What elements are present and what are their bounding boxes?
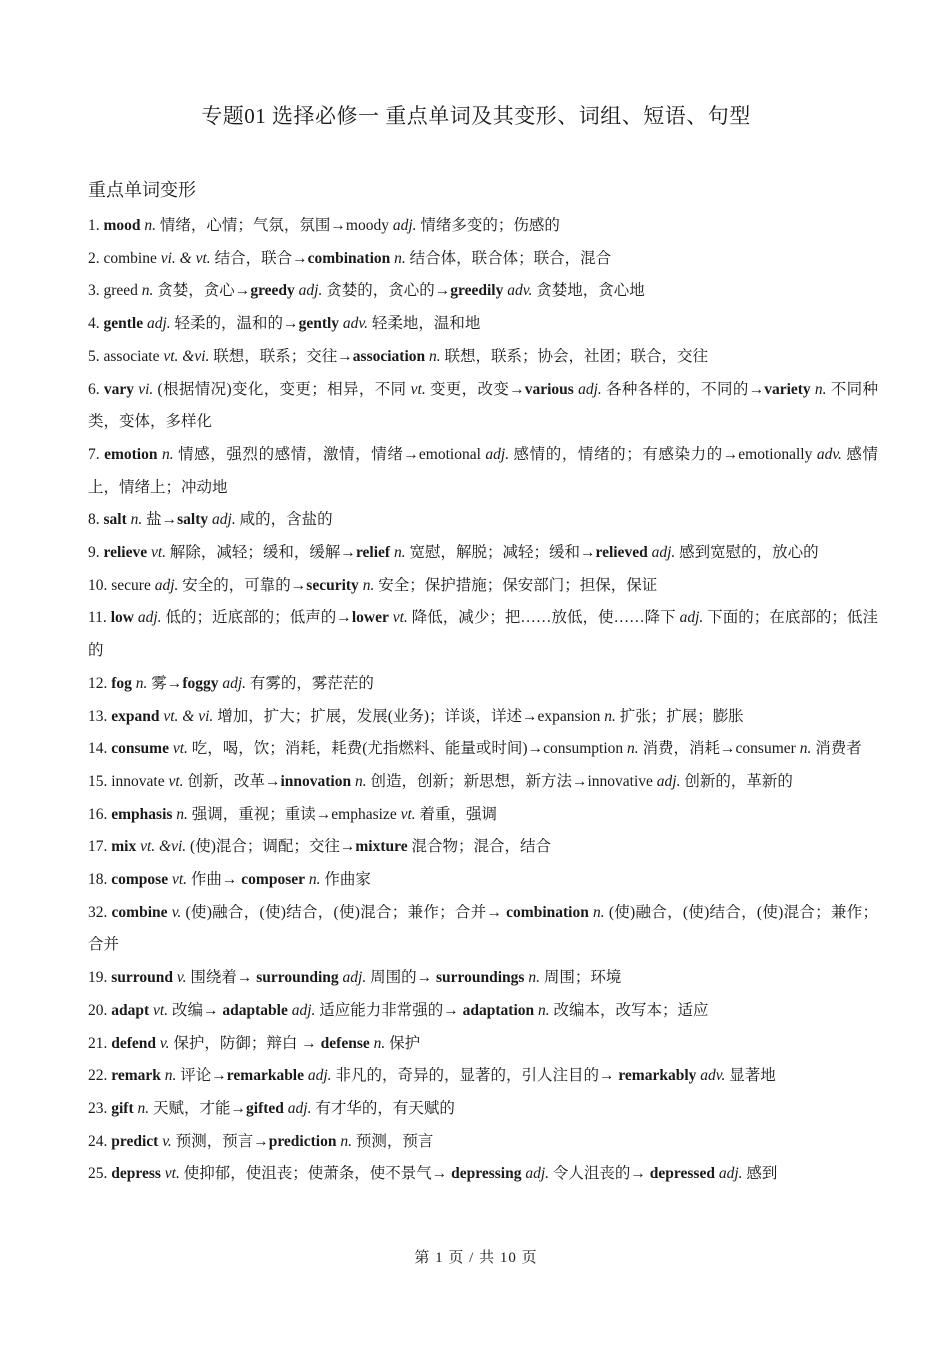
entry-text: 不同种类，变体，多样化 xyxy=(88,380,878,431)
headword: relief xyxy=(355,544,391,562)
entry-text: 12. xyxy=(88,674,112,692)
headword: combination xyxy=(506,903,589,921)
entry-text: 改编本，改写本；适应 xyxy=(549,1001,709,1019)
headword: combine xyxy=(111,903,168,921)
part-of-speech: n. xyxy=(141,282,154,300)
part-of-speech: v. xyxy=(171,903,182,921)
entry-text: 保护 xyxy=(385,1034,421,1052)
entry-text: 20. xyxy=(88,1001,112,1019)
entry-text: 14. xyxy=(88,740,112,758)
part-of-speech: n. xyxy=(394,249,406,267)
vocabulary-entry xyxy=(88,1093,878,1126)
part-of-speech: vt. xyxy=(172,740,188,758)
part-of-speech: v. xyxy=(162,1132,172,1150)
entry-text: 安全；保护措施；保安部门；担保，保证 xyxy=(374,576,658,594)
entry-text: 扩张；扩展；膨胀 xyxy=(615,707,744,725)
entry-text: 1. xyxy=(88,217,104,234)
headword: mix xyxy=(111,838,137,856)
entry-text: 消费，消耗→consumer xyxy=(638,740,800,758)
headword: defense xyxy=(320,1034,370,1052)
entry-text: 有雾的，雾茫茫的 xyxy=(246,674,374,692)
headword: depress xyxy=(111,1165,161,1183)
entry-text: 联想，联系；交往→ xyxy=(209,347,353,365)
entry-text: 安全的，可靠的→ xyxy=(178,576,307,594)
entry-text: 情绪多变的；伤感的 xyxy=(416,217,560,234)
vocabulary-entry xyxy=(88,504,878,537)
part-of-speech: adj. xyxy=(287,1099,312,1117)
vocabulary-entry xyxy=(88,831,878,864)
headword: relieve xyxy=(103,544,148,562)
part-of-speech: n. xyxy=(799,740,812,758)
headword: surroundings xyxy=(436,969,525,987)
entry-text: 15. innovate xyxy=(88,772,169,790)
vocabulary-entry xyxy=(88,1028,878,1061)
entry-text: 预测，预言→ xyxy=(171,1132,269,1150)
headword: variety xyxy=(764,380,811,398)
headword: vary xyxy=(103,380,134,398)
headword: surround xyxy=(111,969,173,987)
vocabulary-entry xyxy=(88,341,878,374)
headword: gifted xyxy=(246,1099,284,1117)
vocabulary-entry xyxy=(88,864,878,897)
entry-text: 预测，预言 xyxy=(351,1132,434,1150)
vocabulary-entry xyxy=(88,701,878,734)
part-of-speech: adv. xyxy=(342,315,369,333)
part-of-speech: n. xyxy=(130,511,143,529)
part-of-speech: adv. xyxy=(700,1067,726,1085)
vocabulary-entry xyxy=(88,1060,878,1093)
part-of-speech: vt. xyxy=(153,1001,169,1019)
entry-text: 着重，强调 xyxy=(415,805,498,823)
entry-text: (使)混合；调配；交往→ xyxy=(186,838,356,856)
entry-text: 有才华的，有天赋的 xyxy=(311,1099,455,1117)
entry-text: 各种各样的，不同的→ xyxy=(601,380,765,398)
part-of-speech: n. xyxy=(308,871,321,889)
part-of-speech: adj. xyxy=(656,772,681,790)
part-of-speech: n. xyxy=(135,674,148,692)
entry-text: 17. xyxy=(88,838,112,856)
entry-text: 盐→ xyxy=(142,511,178,529)
entry-text: 3. greed xyxy=(88,282,142,300)
entry-text: 2. combine xyxy=(88,249,161,267)
vocabulary-entry xyxy=(88,897,878,962)
vocabulary-entry xyxy=(88,1126,878,1159)
headword: adapt xyxy=(111,1001,150,1019)
vocabulary-entry xyxy=(88,1158,878,1191)
entry-text: 创新，改革→ xyxy=(183,772,281,790)
part-of-speech: adj. xyxy=(578,380,602,398)
vocabulary-entry xyxy=(88,275,878,308)
entry-text: 感情上，情绪上；冲动地 xyxy=(88,445,879,496)
entry-text: 7. xyxy=(88,445,105,463)
vocabulary-entry xyxy=(88,668,878,701)
entry-text: 适应能力非常强的→ xyxy=(315,1001,463,1019)
part-of-speech: adv. xyxy=(507,282,533,300)
part-of-speech: n. xyxy=(593,903,605,921)
part-of-speech: adj. xyxy=(222,674,247,692)
entry-text: 4. xyxy=(88,315,104,333)
headword: low xyxy=(110,609,134,627)
headword: salty xyxy=(177,511,209,529)
part-of-speech: adj. xyxy=(137,609,162,627)
headword: mixture xyxy=(355,838,408,856)
headword: remark xyxy=(111,1067,161,1085)
entry-text: 围绕着→ xyxy=(186,969,257,987)
entry-text: 联想，联系；协会，社团；联合，交往 xyxy=(440,347,709,365)
entry-text: 8. xyxy=(88,511,104,529)
headword: relieved xyxy=(595,544,648,562)
part-of-speech: n. xyxy=(340,1132,352,1150)
part-of-speech: n. xyxy=(604,707,616,725)
page-title: 专题01 选择必修一 重点单词及其变形、词组、短语、句型 xyxy=(201,104,751,128)
part-of-speech: n. xyxy=(627,740,639,758)
entry-text: 24. xyxy=(88,1132,112,1150)
entry-text: 贪婪的，贪心的→ xyxy=(322,282,451,300)
entry-text: 9. xyxy=(88,544,104,562)
headword: compose xyxy=(111,871,169,889)
part-of-speech: n. xyxy=(164,1067,177,1085)
headword: consume xyxy=(111,740,169,758)
part-of-speech: adv. xyxy=(816,445,842,463)
entry-text: 感到宽慰的，放心的 xyxy=(675,544,819,562)
part-of-speech: adj. xyxy=(392,217,417,234)
headword: emphasis xyxy=(111,805,173,823)
headword: combination xyxy=(307,249,391,267)
entry-text: 贪婪，贪心→ xyxy=(153,282,251,300)
headword: predict xyxy=(111,1132,159,1150)
entry-text: 吃，喝，饮；消耗，耗费(尤指燃料、能量或时间)→consumption xyxy=(187,740,628,758)
entry-text: 创新的，革新的 xyxy=(680,772,793,790)
headword: gift xyxy=(111,1099,134,1117)
part-of-speech: adj. xyxy=(651,544,676,562)
vocabulary-entry xyxy=(88,537,878,570)
entry-text: (使)融合，(使)结合，(使)混合；兼作；合并 xyxy=(88,903,879,954)
part-of-speech: n. xyxy=(373,1034,386,1052)
part-of-speech: vt. xyxy=(164,1165,180,1183)
entry-text: 评论→ xyxy=(176,1067,227,1085)
part-of-speech: adj. xyxy=(291,1001,316,1019)
entry-text: (使)融合，(使)结合，(使)混合；兼作；合并→ xyxy=(181,903,507,921)
part-of-speech: vi. xyxy=(138,380,154,398)
entry-text: 咸的，含盐的 xyxy=(235,511,333,529)
entry-text: 18. xyxy=(88,871,112,889)
part-of-speech: n. xyxy=(393,544,406,562)
entry-text: 结合体，联合体；联合，混合 xyxy=(405,249,612,267)
entry-text: 贪婪地，贪心地 xyxy=(532,282,645,300)
entry-text: 13. xyxy=(88,707,112,725)
headword: adaptation xyxy=(462,1001,535,1019)
entry-text: 变更，改变→ xyxy=(425,380,525,398)
vocabulary-entry xyxy=(88,210,878,243)
entry-text: 消费者 xyxy=(811,740,862,758)
vocabulary-entry xyxy=(88,995,878,1028)
part-of-speech: adj. xyxy=(525,1165,550,1183)
entry-text: 改编→ xyxy=(168,1001,223,1019)
entry-text: 雾→ xyxy=(147,674,183,692)
entry-text: 解除，减轻；缓和，缓解→ xyxy=(166,544,356,562)
part-of-speech: adj. xyxy=(146,315,171,333)
headword: remarkably xyxy=(618,1067,697,1085)
entry-text: 感到 xyxy=(742,1165,778,1183)
entry-text: 降低，减少；把……放低，使……降下 xyxy=(407,609,680,627)
vocabulary-entry xyxy=(88,962,878,995)
entry-text: (根据情况)变化，变更；相异，不同 xyxy=(153,380,411,398)
entry-text: 19. xyxy=(88,969,112,987)
vocabulary-list xyxy=(88,210,878,1191)
entry-text: 轻柔地，温和地 xyxy=(368,315,481,333)
part-of-speech: n. xyxy=(144,217,157,234)
entry-text: 令人沮丧的→ xyxy=(549,1165,650,1183)
entry-text: 保护，防御；辩白 → xyxy=(169,1034,321,1052)
entry-text: 非凡的，奇异的，显著的，引人注目的→ xyxy=(331,1067,619,1085)
entry-text: 周围；环境 xyxy=(539,969,622,987)
entry-text: 创造，创新；新思想，新方法→innovative xyxy=(366,772,657,790)
part-of-speech: adj. xyxy=(154,576,179,594)
part-of-speech: adj. xyxy=(307,1067,332,1085)
section-heading: 重点单词变形 xyxy=(88,180,196,200)
entry-text: 天赋，才能→ xyxy=(149,1099,247,1117)
vocabulary-entry xyxy=(88,374,878,439)
part-of-speech: n. xyxy=(538,1001,550,1019)
entry-text: 感情的，情绪的；有感染力的→emotionally xyxy=(509,445,817,463)
entry-text: 5. associate xyxy=(88,347,164,365)
headword: gently xyxy=(298,315,340,333)
headword: mood xyxy=(103,217,141,234)
entry-text: 11. xyxy=(88,609,111,627)
entry-text: 情绪，心情；气氛，氛围→moody xyxy=(156,217,393,234)
part-of-speech: n. xyxy=(429,347,441,365)
part-of-speech: n. xyxy=(362,576,375,594)
entry-text: 显著地 xyxy=(725,1067,776,1085)
vocabulary-entry xyxy=(88,570,878,603)
vocabulary-entry xyxy=(88,602,878,667)
headword: depressed xyxy=(649,1165,715,1183)
entry-text: 使抑郁，使沮丧；使萧条，使不景气→ xyxy=(179,1165,452,1183)
headword: lower xyxy=(351,609,389,627)
part-of-speech: vt. xyxy=(410,380,426,398)
part-of-speech: v. xyxy=(176,969,187,987)
vocabulary-entry xyxy=(88,439,878,504)
page-footer: 第 1 页 / 共 10 页 xyxy=(414,1250,538,1266)
entry-text: 作曲家 xyxy=(320,871,371,889)
part-of-speech: vt. xyxy=(150,544,167,562)
part-of-speech: vt. xyxy=(171,871,188,889)
vocabulary-entry xyxy=(88,733,878,766)
entry-text: 增加，扩大；扩展，发展(业务)；详谈，详述→expansion xyxy=(213,707,605,725)
entry-text: 作曲→ xyxy=(187,871,242,889)
vocabulary-entry xyxy=(88,799,878,832)
headword: various xyxy=(524,380,574,398)
part-of-speech: adj. xyxy=(485,445,510,463)
entry-text: 22. xyxy=(88,1067,112,1085)
entry-text: 轻柔的，温和的→ xyxy=(170,315,299,333)
headword: prediction xyxy=(268,1132,337,1150)
vocabulary-entry xyxy=(88,308,878,341)
part-of-speech: n. xyxy=(161,445,174,463)
headword: adaptable xyxy=(222,1001,288,1019)
part-of-speech: n. xyxy=(814,380,827,398)
entry-text: 32. xyxy=(88,903,112,921)
entry-text: 结合，联合→ xyxy=(210,249,308,267)
headword: defend xyxy=(111,1034,157,1052)
headword: remarkable xyxy=(226,1067,304,1085)
entry-text: 宽慰，解脱；减轻；缓和→ xyxy=(405,544,596,562)
part-of-speech: vt. xyxy=(400,805,416,823)
headword: greedy xyxy=(250,282,295,300)
part-of-speech: vt. xyxy=(392,609,408,627)
entry-text: 6. xyxy=(88,380,104,398)
headword: composer xyxy=(241,871,305,889)
entry-text: 低的；近底部的；低声的→ xyxy=(161,609,352,627)
part-of-speech: vt. &vi. xyxy=(140,838,187,856)
part-of-speech: n. xyxy=(528,969,540,987)
part-of-speech: adj. xyxy=(718,1165,743,1183)
headword: salt xyxy=(103,511,127,529)
part-of-speech: adj. xyxy=(342,969,367,987)
part-of-speech: vi. & vt. xyxy=(160,249,211,267)
entry-text: 混合物；混合，结合 xyxy=(407,838,551,856)
entry-text: 周围的→ xyxy=(366,969,436,987)
headword: surrounding xyxy=(256,969,339,987)
part-of-speech: vt. & vi. xyxy=(163,707,214,725)
headword: association xyxy=(352,347,426,365)
part-of-speech: n. xyxy=(354,772,367,790)
entry-text: 情感，强烈的感情，激情，情绪→emotional xyxy=(173,445,486,463)
entry-text: 10. secure xyxy=(88,576,155,594)
part-of-speech: adj. xyxy=(298,282,323,300)
part-of-speech: vt. xyxy=(168,772,184,790)
headword: greedily xyxy=(450,282,504,300)
part-of-speech: adj. xyxy=(679,609,704,627)
part-of-speech: adj. xyxy=(212,511,236,529)
entry-text: 23. xyxy=(88,1099,112,1117)
entry-text: 强调，重视；重读→emphasize xyxy=(187,805,401,823)
headword: innovation xyxy=(280,772,352,790)
entry-text: 21. xyxy=(88,1034,112,1052)
part-of-speech: n. xyxy=(176,805,188,823)
part-of-speech: v. xyxy=(159,1034,170,1052)
headword: expand xyxy=(111,707,160,725)
entry-text: 25. xyxy=(88,1165,112,1183)
part-of-speech: vt. &vi. xyxy=(163,347,210,365)
headword: fog xyxy=(111,674,132,692)
headword: emotion xyxy=(104,445,158,463)
vocabulary-entry xyxy=(88,243,878,276)
headword: foggy xyxy=(182,674,219,692)
entry-text: 下面的；在底部的；低洼的 xyxy=(88,609,878,660)
part-of-speech: n. xyxy=(137,1099,150,1117)
headword: gentle xyxy=(103,315,144,333)
entry-text: 16. xyxy=(88,805,112,823)
vocabulary-entry xyxy=(88,766,878,799)
headword: security xyxy=(306,576,359,594)
headword: depressing xyxy=(451,1165,522,1183)
